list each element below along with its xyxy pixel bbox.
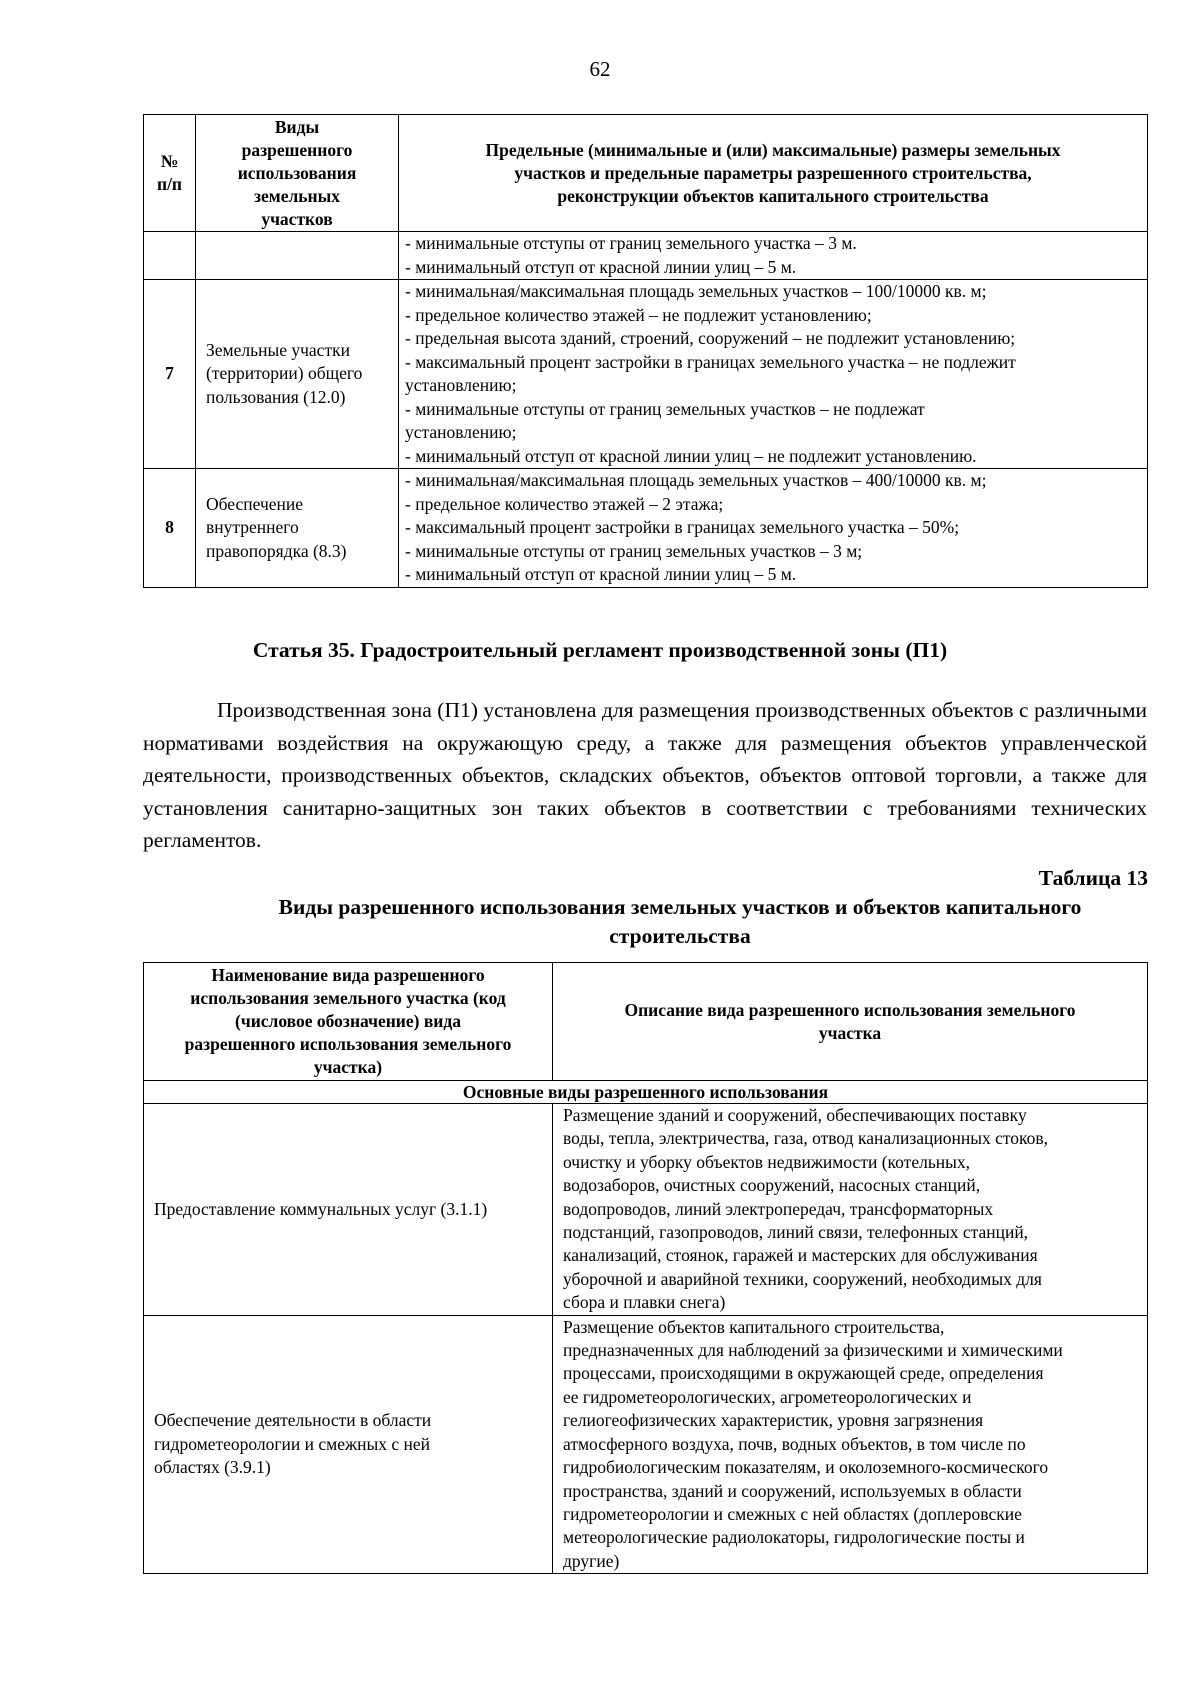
header-num: № п/п <box>144 115 196 232</box>
row-number <box>144 232 196 280</box>
row-number: 7 <box>144 280 196 469</box>
article-paragraph <box>143 694 1147 857</box>
page-number: 62 <box>589 57 611 81</box>
table-title: Виды разрешенного использования земельных участков и объектов капитального строительства <box>278 895 1082 948</box>
table-row <box>144 1315 1148 1573</box>
header-use-name: Наименование вида разрешенного использования земельного участка (код (числовое обозначение) вида разрешенного использования земельного участка) <box>144 963 553 1081</box>
header-use-description: Описание вида разрешенного использования земельного участка <box>553 963 1148 1081</box>
row-use-type: Обеспечение внутреннего правопорядка (8.3) <box>196 469 399 588</box>
row-parameters: - минимальная/максимальная площадь земельных участков – 100/10000 кв. м; - предельное количество этажей – не подлежит установлению; - предельная высота зданий, строений, сооружений – не подлежит установлению; - максимальный процент застройки в границах земельного участка – не подлежит установлению; - минимальные отступы от границ земельных участков – не подлежат установлению; - минимальный отступ от красной линии улиц – не подлежит установлению. <box>399 280 1148 469</box>
header-use-type: Виды разрешенного использования земельных участков <box>196 115 399 232</box>
use-name: Обеспечение деятельности в области гидрометеорологии и смежных с ней областях (3.9.1) <box>144 1315 553 1573</box>
header-parameters: Предельные (минимальные и (или) максимальные) размеры земельных участков и предельные параметры разрешенного строительства, реконструкции объектов капитального строительства <box>399 115 1148 232</box>
table-row <box>144 232 1148 280</box>
table-row <box>144 469 1148 588</box>
row-use-type <box>196 232 399 280</box>
permitted-use-table <box>143 962 1148 1574</box>
article-title: Статья 35. Градостроительный регламент производственной зоны (П1) <box>252 638 948 662</box>
row-parameters: - минимальные отступы от границ земельного участка – 3 м. - минимальный отступ от красной линии улиц – 5 м. <box>399 232 1148 280</box>
paragraph-text: Производственная зона (П1) установлена для размещения производственных объектов с различными нормативами воздействия на окружающую среду, а также для размещения объектов управленческой деятельности, производственных объектов, складских объектов, объектов оптовой торговли, а также для установления санитарно-защитных зон таких объектов в соответствии с требованиями технических регламентов. <box>143 698 1147 852</box>
row-use-type: Земельные участки (территории) общего пользования (12.0) <box>196 280 399 469</box>
table-row <box>144 280 1148 469</box>
zone-parameters-table <box>143 114 1148 588</box>
row-number: 8 <box>144 469 196 588</box>
use-description: Размещение зданий и сооружений, обеспечивающих поставку воды, тепла, электричества, газа, отвод канализационных стоков, очистку и уборку объектов недвижимости (котельных, водозаборов, очистных сооружений, насосных станций, водопроводов, линий электропередач, трансформаторных подстанций, газопроводов, линий связи, телефонных станций, канализаций, стоянок, гаражей и мастерских для обслуживания уборочной и аварийной техники, сооружений, необходимых для сбора и плавки снега) <box>553 1104 1148 1316</box>
table-label: Таблица 13 <box>1038 866 1148 890</box>
table-header-row <box>144 963 1148 1081</box>
use-description: Размещение объектов капитального строительства, предназначенных для наблюдений за физическими и химическими процессами, происходящими в окружающей среде, определения ее гидрометеорологических, агрометеорологических и гелиогеофизических характеристик, уровня загрязнения атмосферного воздуха, почв, водных объектов, в том числе по гидробиологическим показателям, и околоземного-космического пространства, зданий и сооружений, используемых в области гидрометеорологии и смежных с ней областях (доплеровские метеорологические радиолокаторы, гидрологические посты и другие) <box>553 1315 1148 1573</box>
section-main-uses: Основные виды разрешенного использования <box>144 1081 1148 1104</box>
row-parameters: - минимальная/максимальная площадь земельных участков – 400/10000 кв. м; - предельное количество этажей – 2 этажа; - максимальный процент застройки в границах земельного участка – 50%; - минимальные отступы от границ земельных участков – 3 м; - минимальный отступ от красной линии улиц – 5 м. <box>399 469 1148 588</box>
table-row <box>144 1104 1148 1316</box>
table-header-row <box>144 115 1148 232</box>
use-name: Предоставление коммунальных услуг (3.1.1) <box>144 1104 553 1316</box>
section-row <box>144 1081 1148 1104</box>
